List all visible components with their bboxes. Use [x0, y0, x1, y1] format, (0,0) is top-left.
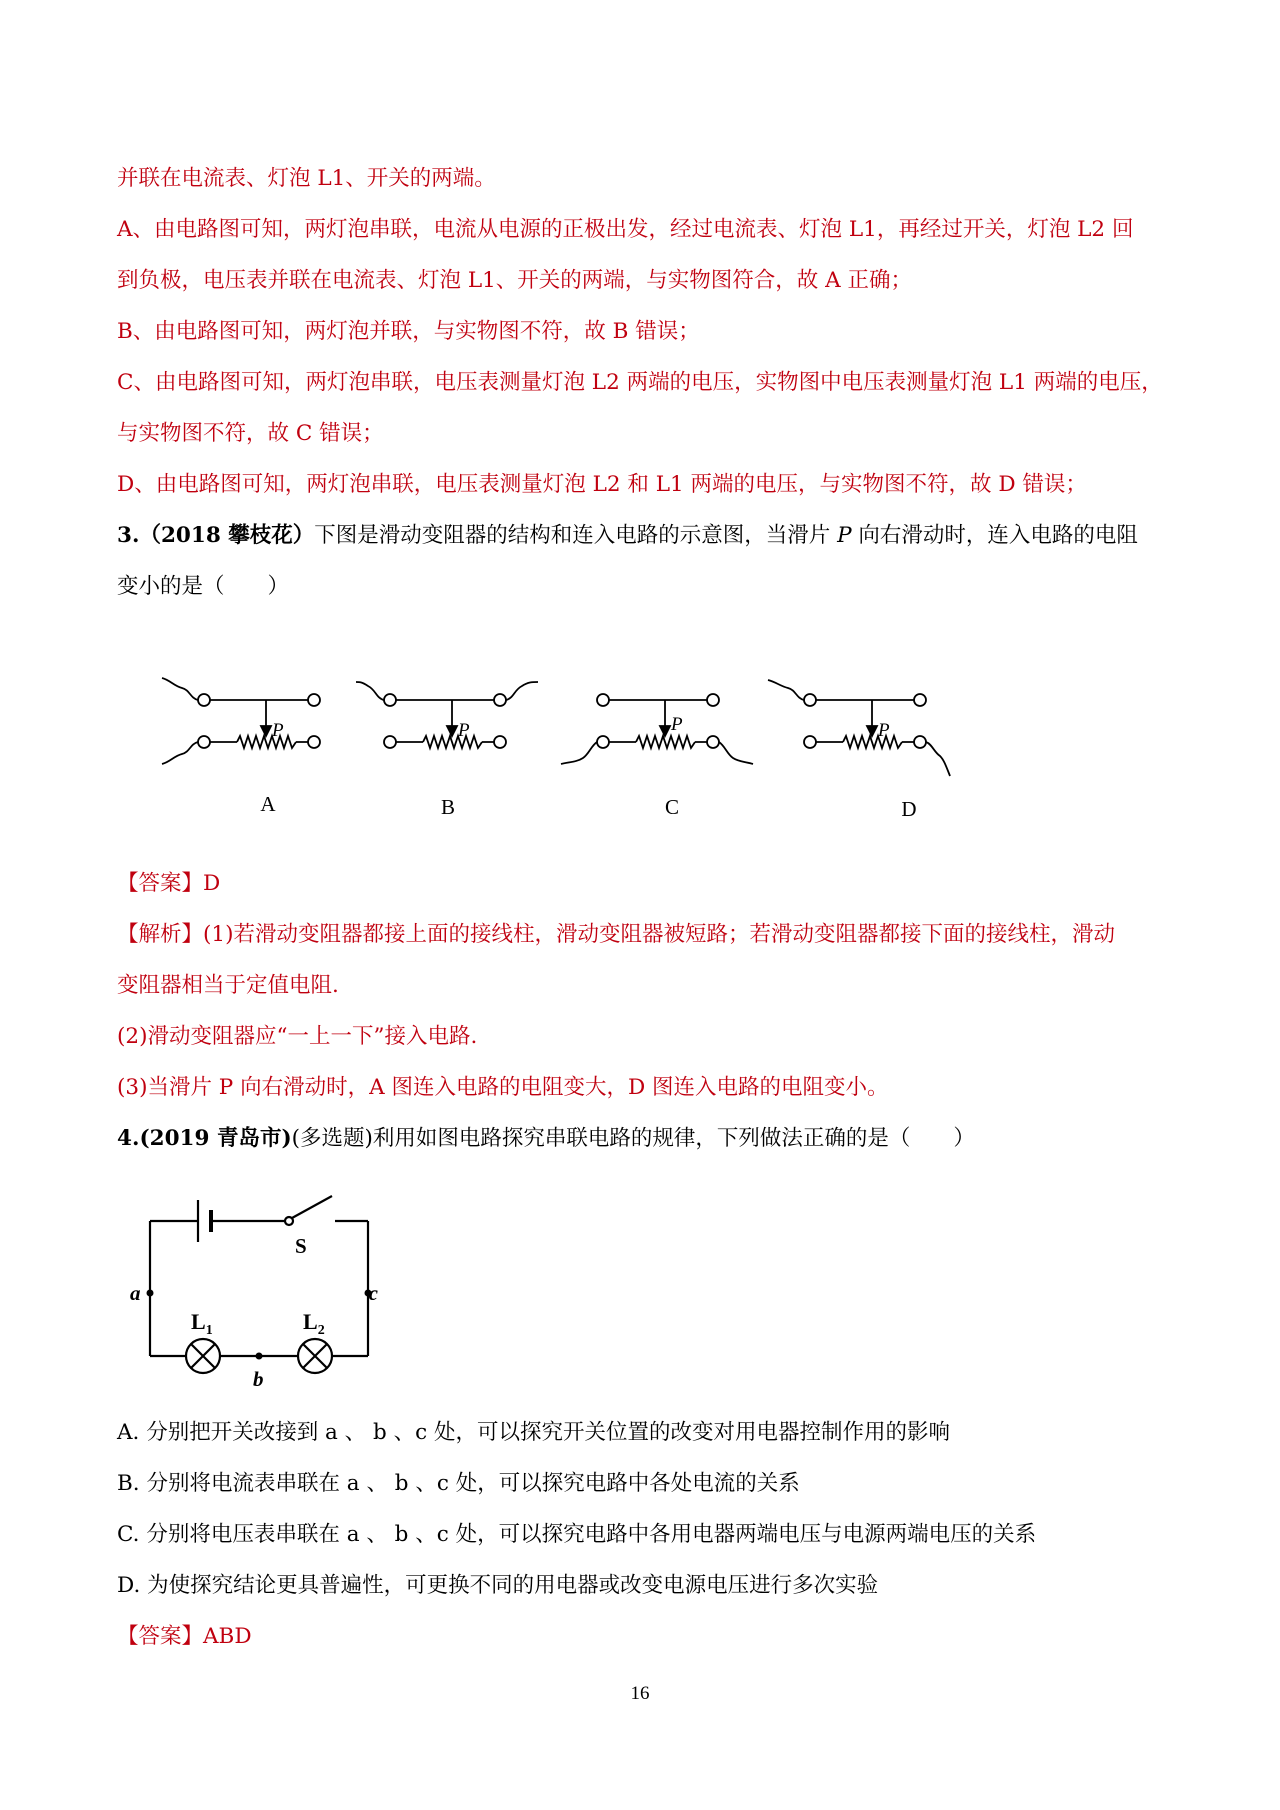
question-text: 下图是滑动变阻器的结构和连入电路的示意图，当滑片 [314, 523, 838, 548]
page-number: 16 [630, 1683, 650, 1704]
switch-pivot [285, 1217, 293, 1225]
slider-label: P [878, 720, 890, 741]
option-d: D. 为使探究结论更具普遍性，可更换不同的用电器或改变电源电压进行多次实验 [117, 1573, 879, 1598]
question-4-stem [117, 1124, 1177, 1154]
answer-tag: 【答案】 [117, 871, 204, 896]
q4-answer [117, 1622, 1177, 1652]
figure-label-d: D [901, 797, 917, 821]
q3-analysis [117, 920, 1177, 950]
option-b: B. 分别将电流表串联在 a 、 b 、c 处，可以探究电路中各处电流的关系 [117, 1471, 800, 1496]
svg-text:L2: $L_2$ [303, 1309, 325, 1338]
slider-label: P [272, 720, 284, 741]
q3-analysis-line: (2)滑动变阻器应“一上一下”接入电路. [117, 1024, 478, 1049]
rheostat-d [768, 680, 950, 776]
question-number: 4.(2019 青岛市) [117, 1126, 292, 1151]
answer-value: ABD [203, 1624, 252, 1649]
q3-analysis-line: 变阻器相当于定值电阻. [117, 973, 339, 998]
switch-blade [292, 1196, 332, 1218]
point-c-label: c [368, 1281, 378, 1305]
rheostat-a [162, 678, 320, 764]
junction-b [256, 1353, 263, 1360]
figure-label-b: B [440, 795, 455, 819]
q3-analysis-line: (3)当滑片 P 向右滑动时，A 图连入电路的电阻变大，D 图连入电路的电阻变小。 [117, 1075, 889, 1100]
explanation-line: C、由电路图可知，两灯泡串联，电压表测量灯泡 L2 两端的电压，实物图中电压表测量灯泡 L1 两端的电压， [117, 370, 1163, 395]
switch-label: S [295, 1234, 307, 1258]
question-text: 向右滑动时，连入电路的电阻 [851, 523, 1138, 548]
question-text: (多选题)利用如图电路探究串联电路的规律，下列做法正确的是（ ） [291, 1126, 975, 1151]
junction-a [147, 1290, 154, 1297]
explanation-line: 与实物图不符，故 C 错误； [117, 421, 384, 446]
question-number: 3.（2018 攀枝花） [117, 523, 315, 548]
slider-label: P [458, 720, 470, 741]
answer-value: D [203, 871, 221, 896]
answer-tag: 【答案】 [117, 1624, 204, 1649]
question-3-stem [117, 521, 1177, 551]
rheostat-c [561, 694, 753, 764]
q3-answer [117, 869, 1177, 899]
circuit-diagram [115, 1188, 378, 1391]
figure-label-a: A [260, 792, 276, 816]
slider-label: P [671, 714, 683, 735]
analysis-tag: 【解析】 [117, 922, 204, 947]
explanation-line: D、由电路图可知，两灯泡串联，电压表测量灯泡 L2 和 L1 两端的电压，与实物图不符，故 D 错误； [117, 472, 1087, 497]
svg-text:L1: $L_1$ [191, 1309, 213, 1338]
explanation-line: B、由电路图可知，两灯泡并联，与实物图不符，故 B 错误； [117, 319, 700, 344]
explanation-line: 并联在电流表、灯泡 L1、开关的两端。 [117, 166, 496, 191]
variable-p: P [837, 523, 852, 548]
explanation-line: A、由电路图可知，两灯泡串联，电流从电源的正极出发，经过电流表、灯泡 L1，再经过开关，灯泡 L2 回 [117, 217, 1134, 242]
figure-label-c: C [664, 795, 679, 819]
rheostat-b [356, 682, 538, 748]
explanation-line: 到负极，电压表并联在电流表、灯泡 L1、开关的两端，与实物图符合，故 A 正确； [117, 268, 912, 293]
point-a-label: a [130, 1281, 141, 1305]
rheostat-figure [160, 660, 1060, 790]
question-3-stem-cont: 变小的是（ ） [117, 574, 290, 599]
analysis-text: (1)若滑动变阻器都接上面的接线柱，滑动变阻器被短路；若滑动变阻器都接下面的接线柱，滑动 [203, 922, 1115, 947]
option-c: C. 分别将电压表串联在 a 、 b 、c 处，可以探究电路中各用电器两端电压与电源两端电压的关系 [117, 1522, 1037, 1547]
option-a: A. 分别把开关改接到 a 、 b 、c 处，可以探究开关位置的改变对用电器控制作用的影响 [117, 1420, 950, 1445]
point-b-label: b [253, 1367, 264, 1391]
